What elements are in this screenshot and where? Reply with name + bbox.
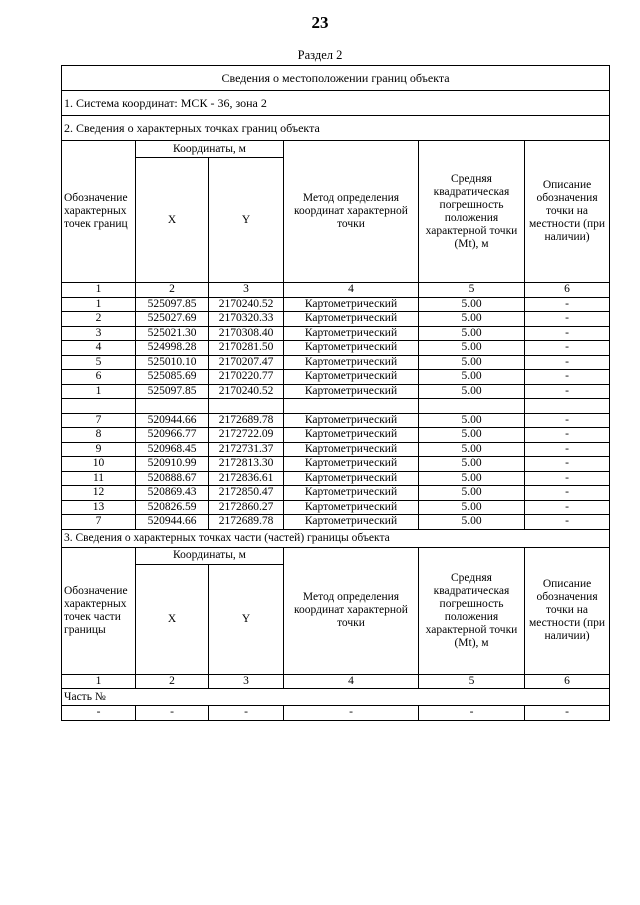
cell-col-1: 3 xyxy=(62,326,136,341)
cell-col-2: 520966.77 xyxy=(136,428,209,443)
cell-col-5: 5.00 xyxy=(419,515,525,530)
part-row xyxy=(62,706,610,721)
cell-col-5: 5.00 xyxy=(419,341,525,356)
cell-col-2: 520888.67 xyxy=(136,471,209,486)
point-row xyxy=(62,312,610,327)
cell-col-6: - xyxy=(525,471,610,486)
cell-col-1: 1 xyxy=(62,674,136,689)
cell-col-6: 6 xyxy=(525,674,610,689)
cell-col-1: 5 xyxy=(62,355,136,370)
cell-col-2: 525027.69 xyxy=(136,312,209,327)
column-numbers-row-2 xyxy=(62,674,610,689)
cell-col-5: 5.00 xyxy=(419,413,525,428)
cell-col-3: 2170240.52 xyxy=(209,297,284,312)
cell-col-6: - xyxy=(525,370,610,385)
header-y: Y xyxy=(209,158,284,283)
cell-col-4: - xyxy=(284,706,419,721)
cell-col-3: 2172731.37 xyxy=(209,442,284,457)
cell-col-6: 6 xyxy=(525,283,610,298)
cell-col-5: 5 xyxy=(419,283,525,298)
point-row xyxy=(62,428,610,443)
cell-col-2: 525021.30 xyxy=(136,326,209,341)
cell-col-4: Картометрический xyxy=(284,500,419,515)
cell-col-2: 520944.66 xyxy=(136,413,209,428)
point-row xyxy=(62,442,610,457)
header-x: X xyxy=(136,158,209,283)
cell-col-5: 5.00 xyxy=(419,384,525,399)
point-row xyxy=(62,413,610,428)
cell-col-6: - xyxy=(525,341,610,356)
cell-col-2: 520910.99 xyxy=(136,457,209,472)
empty-separator-row xyxy=(62,399,610,414)
cell-col-4: Картометрический xyxy=(284,442,419,457)
cell-col-5: 5.00 xyxy=(419,355,525,370)
header-part-point-designation: Обозначение характерных точек части границы xyxy=(62,547,136,674)
cell-col-6: - xyxy=(525,515,610,530)
cell-col-2: 525097.85 xyxy=(136,384,209,399)
cell-col-5: 5.00 xyxy=(419,297,525,312)
point-row xyxy=(62,471,610,486)
cell-col-3: 2172850.47 xyxy=(209,486,284,501)
cell-col-3: 2170320.33 xyxy=(209,312,284,327)
point-row xyxy=(62,355,610,370)
header-y-2: Y xyxy=(209,564,284,674)
point-row xyxy=(62,341,610,356)
cell-col-6: - xyxy=(525,297,610,312)
cell-col-5: 5.00 xyxy=(419,457,525,472)
cell-col-2: 524998.28 xyxy=(136,341,209,356)
cell-col-4: Картометрический xyxy=(284,370,419,385)
cell-col-2: 520944.66 xyxy=(136,515,209,530)
cell-col-3: 2172689.78 xyxy=(209,413,284,428)
cell-col-5: 5.00 xyxy=(419,312,525,327)
cell-col-1: 7 xyxy=(62,515,136,530)
header-accuracy-2: Средняя квадратическая погрешность положения характерной точки (Mt), м xyxy=(419,547,525,674)
cell-col-4: Картометрический xyxy=(284,341,419,356)
cell-col-3: 2172813.30 xyxy=(209,457,284,472)
cell-col-6: - xyxy=(525,326,610,341)
point-row xyxy=(62,486,610,501)
cell-col-1: 2 xyxy=(62,312,136,327)
header-x-2: X xyxy=(136,564,209,674)
header-method-2: Метод определения координат характерной точки xyxy=(284,547,419,674)
section2-title: 2. Сведения о характерных точках границ объекта xyxy=(62,116,610,141)
cell-col-5: - xyxy=(419,706,525,721)
cell-col-1: 12 xyxy=(62,486,136,501)
cell-col-1: 10 xyxy=(62,457,136,472)
cell-col-3: 3 xyxy=(209,283,284,298)
page-number: 23 xyxy=(311,13,329,32)
cell-col-2: 525097.85 xyxy=(136,297,209,312)
coord-system: 1. Система координат: МСК - 36, зона 2 xyxy=(62,91,610,116)
cell-col-5: 5.00 xyxy=(419,326,525,341)
cell-col-6: - xyxy=(525,457,610,472)
cell-col-3: - xyxy=(209,706,284,721)
cell-col-1: 6 xyxy=(62,370,136,385)
cell-col-6: - xyxy=(525,312,610,327)
cell-col-1: 4 xyxy=(62,341,136,356)
cell-col-1: 1 xyxy=(62,384,136,399)
cell-col-1: - xyxy=(62,706,136,721)
cell-col-4: Картометрический xyxy=(284,297,419,312)
cell-col-2: 2 xyxy=(136,674,209,689)
cell-col-4: 4 xyxy=(284,674,419,689)
cell-col-3: 2170308.40 xyxy=(209,326,284,341)
cell-col-1: 8 xyxy=(62,428,136,443)
cell-col-5: 5.00 xyxy=(419,428,525,443)
point-row xyxy=(62,297,610,312)
cell-col-3: 2172689.78 xyxy=(209,515,284,530)
cell-col-2: 520869.43 xyxy=(136,486,209,501)
cell-col-6: - xyxy=(525,706,610,721)
cell-col-3: 2172836.61 xyxy=(209,471,284,486)
cell-col-1: 9 xyxy=(62,442,136,457)
cell-col-4: Картометрический xyxy=(284,384,419,399)
column-numbers-row xyxy=(62,283,610,298)
cell-col-4: 4 xyxy=(284,283,419,298)
point-row xyxy=(62,457,610,472)
point-row xyxy=(62,384,610,399)
cell-col-2: 520826.59 xyxy=(136,500,209,515)
cell-col-4: Картометрический xyxy=(284,457,419,472)
cell-col-2: 2 xyxy=(136,283,209,298)
cell-col-3: 2172722.09 xyxy=(209,428,284,443)
cell-col-3: 2170240.52 xyxy=(209,384,284,399)
cell-col-4: Картометрический xyxy=(284,413,419,428)
cell-col-4: Картометрический xyxy=(284,312,419,327)
cell-col-1: 11 xyxy=(62,471,136,486)
cell-col-2: 520968.45 xyxy=(136,442,209,457)
cell-col-6: - xyxy=(525,500,610,515)
header-point-designation: Обозначение характерных точек границ xyxy=(62,141,136,283)
section-label: Раздел 2 xyxy=(297,48,343,62)
cell-col-5: 5.00 xyxy=(419,442,525,457)
cell-col-6: - xyxy=(525,428,610,443)
cell-col-3: 2170220.77 xyxy=(209,370,284,385)
cell-col-1: 13 xyxy=(62,500,136,515)
header-coordinates: Координаты, м xyxy=(136,141,284,158)
point-row xyxy=(62,500,610,515)
point-row xyxy=(62,326,610,341)
cell-col-6: - xyxy=(525,486,610,501)
header-method: Метод определения координат характерной точки xyxy=(284,141,419,283)
cell-col-4: Картометрический xyxy=(284,486,419,501)
cell-col-2: - xyxy=(136,706,209,721)
cell-col-6: - xyxy=(525,384,610,399)
table-title: Сведения о местоположении границ объекта xyxy=(62,66,610,91)
cell-col-2: 525010.10 xyxy=(136,355,209,370)
cell-col-4: Картометрический xyxy=(284,428,419,443)
cell-col-3: 2172860.27 xyxy=(209,500,284,515)
cell-col-5: 5.00 xyxy=(419,486,525,501)
cell-col-5: 5.00 xyxy=(419,370,525,385)
cell-col-3: 2170281.50 xyxy=(209,341,284,356)
part-label: Часть № xyxy=(62,689,610,706)
cell-col-2: 525085.69 xyxy=(136,370,209,385)
cell-col-3: 2170207.47 xyxy=(209,355,284,370)
point-row xyxy=(62,370,610,385)
point-row xyxy=(62,515,610,530)
cell-col-4: Картометрический xyxy=(284,326,419,341)
cell-col-5: 5.00 xyxy=(419,500,525,515)
cell-col-6: - xyxy=(525,442,610,457)
cell-col-3: 3 xyxy=(209,674,284,689)
boundaries-table xyxy=(61,65,610,721)
cell-col-1: 7 xyxy=(62,413,136,428)
header-coordinates-2: Координаты, м xyxy=(136,547,284,564)
cell-col-6: - xyxy=(525,355,610,370)
cell-col-1: 1 xyxy=(62,283,136,298)
cell-col-5: 5 xyxy=(419,674,525,689)
section3-title: 3. Сведения о характерных точках части (частей) границы объекта xyxy=(62,529,610,547)
cell-col-4: Картометрический xyxy=(284,515,419,530)
cell-col-6: - xyxy=(525,413,610,428)
header-accuracy: Средняя квадратическая погрешность положения характерной точки (Mt), м xyxy=(419,141,525,283)
header-description-2: Описание обозначения точки на местности (при наличии) xyxy=(525,547,610,674)
cell-col-4: Картометрический xyxy=(284,355,419,370)
header-description: Описание обозначения точки на местности (при наличии) xyxy=(525,141,610,283)
cell-col-5: 5.00 xyxy=(419,471,525,486)
cell-col-4: Картометрический xyxy=(284,471,419,486)
cell-col-1: 1 xyxy=(62,297,136,312)
